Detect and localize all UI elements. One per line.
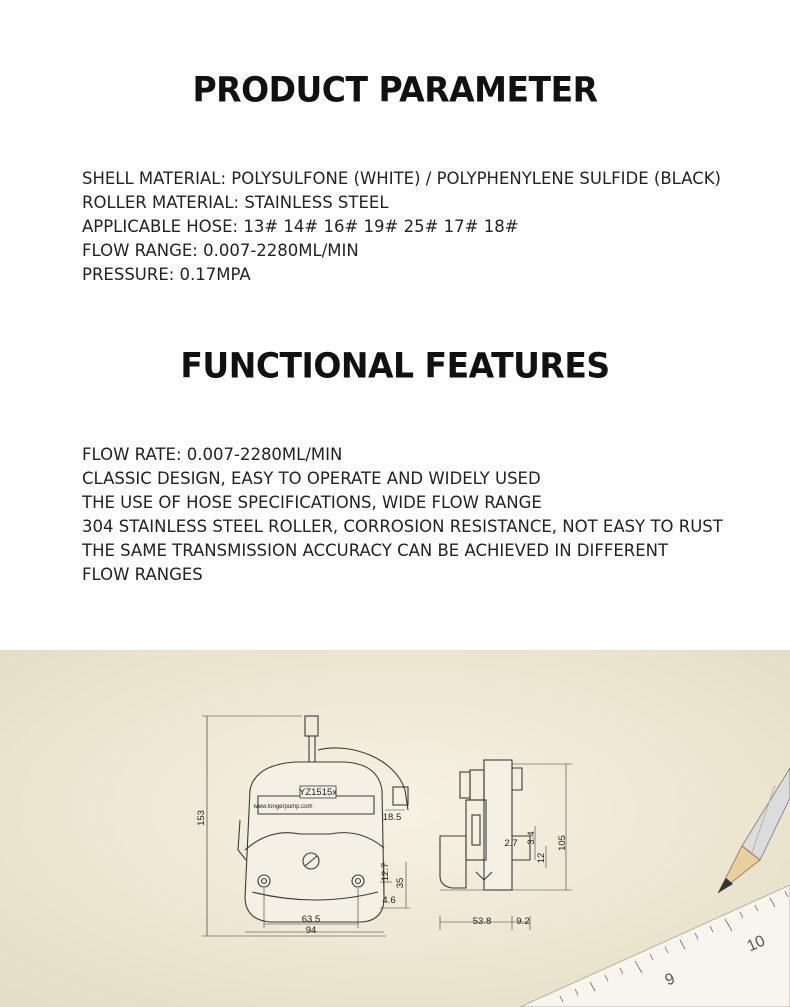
parameter-item: SHELL MATERIAL: POLYSULFONE (WHITE) / POLYPHENYLENE SULFIDE (BLACK): [82, 169, 721, 188]
dim-overall-height: 153: [196, 810, 207, 826]
dim-side-offset: 18.5: [382, 812, 402, 823]
parameter-item: FLOW RANGE: 0.007-2280ML/MIN: [82, 240, 359, 260]
parameter-item: ROLLER MATERIAL: STAINLESS STEEL: [82, 192, 389, 212]
dim-side-height: 105: [557, 835, 568, 851]
dim-12-7: 12.7: [380, 862, 391, 882]
parameter-item: PRESSURE: 0.17MPA: [82, 264, 251, 284]
dim-2-7: 2.7: [504, 838, 518, 849]
product-parameter-list: [82, 167, 721, 287]
feature-item: THE SAME TRANSMISSION ACCURACY CAN BE ACHIEVED IN DIFFERENT: [82, 540, 669, 560]
dim-12: 12: [536, 852, 547, 864]
dim-35: 35: [395, 877, 406, 889]
dim-63-5: 63.5: [301, 914, 321, 925]
technical-drawing: [0, 650, 790, 1007]
dim-9-2: 9.2: [516, 916, 530, 927]
functional-features-title: FUNCTIONAL FEATURES: [180, 345, 610, 386]
model-label: YZ1515x: [298, 787, 338, 798]
feature-item: CLASSIC DESIGN, EASY TO OPERATE AND WIDELY USED: [82, 468, 541, 488]
parameter-item: APPLICABLE HOSE: 13# 14# 16# 19# 25# 17# 18#: [82, 216, 519, 236]
ruler-label-10: 10: [744, 932, 768, 956]
feature-item: 304 STAINLESS STEEL ROLLER, CORROSION RESISTANCE, NOT EASY TO RUST: [82, 516, 723, 536]
dim-3-4: 3.4: [526, 831, 537, 845]
url-label: www.longerpump.com: [253, 804, 313, 810]
dim-overall-width: 94: [305, 925, 317, 936]
dim-depth: 53.8: [472, 916, 492, 927]
product-parameter-title: PRODUCT PARAMETER: [192, 69, 598, 110]
feature-item: THE USE OF HOSE SPECIFICATIONS, WIDE FLOW RANGE: [82, 492, 542, 512]
functional-features-list: [82, 443, 723, 586]
ruler-label-9: 9: [662, 970, 678, 990]
feature-item: FLOW RATE: 0.007-2280ML/MIN: [82, 445, 343, 464]
feature-item: FLOW RANGES: [82, 564, 203, 584]
dim-4-6: 4.6: [382, 895, 396, 906]
